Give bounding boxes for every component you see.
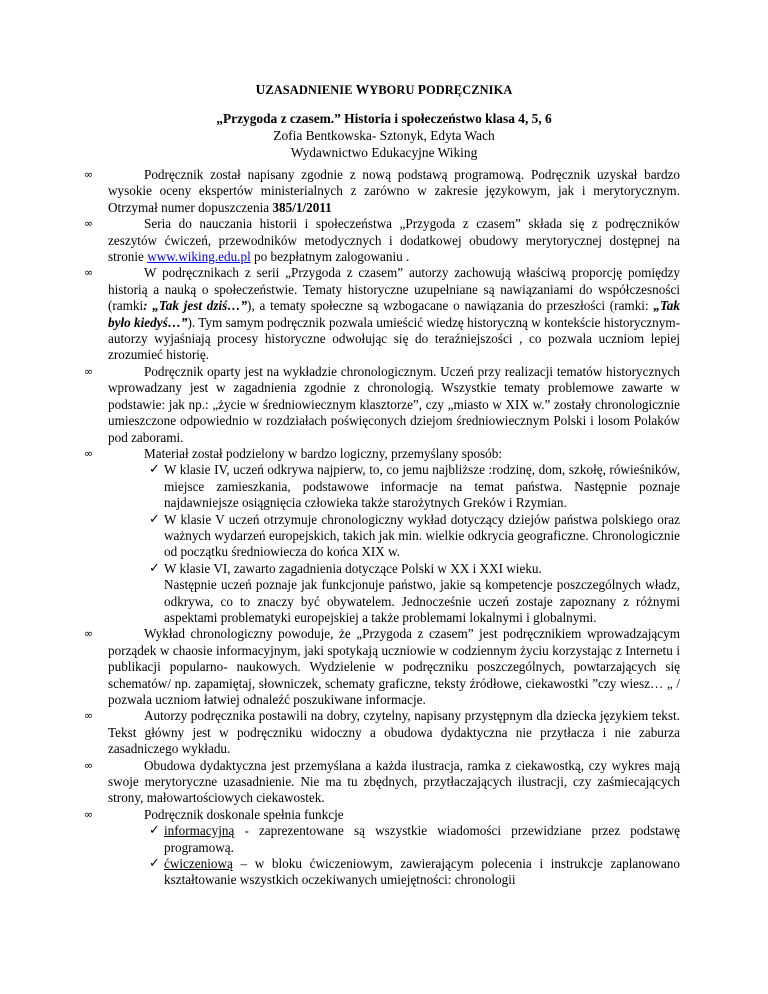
publisher-website-link[interactable]: www.wiking.edu.pl bbox=[147, 249, 251, 265]
function-description: - zaprezentowane są wszystkie wiadomości przewidziane przez podstawę programową. bbox=[164, 823, 680, 855]
document-title-text: UZASADNIENIE WYBORU PODRĘCZNIKA bbox=[255, 82, 513, 97]
list-item bbox=[84, 265, 680, 363]
item-text: Obudowa dydaktyczna jest przemyślana a każda ilustracja, ramka z ciekawostką, czy wykres mają swoje merytoryczne uzasadnienie. Nie ma tu zbędnych, przytłaczających ilustracji, czy zaśmiecających strony, małowartościowych ciekawostek. bbox=[108, 757, 680, 806]
item-text: po bezpłatnym zalogowaniu . bbox=[250, 249, 410, 265]
function-label: informacyjną bbox=[164, 823, 235, 839]
list-item bbox=[84, 757, 680, 807]
infinity-bullet-icon: ∞ bbox=[84, 217, 94, 231]
infinity-bullet-icon: ∞ bbox=[84, 627, 94, 641]
list-item bbox=[84, 363, 680, 446]
sub-item-text: W klasie V uczeń otrzymuje chronologiczny wykład dotyczący dziejów państwa polskiego oraz ważnych wydarzeń europejskich, takich jak min. wielkie odkrycia geograficzne. Chronologicznie od początku średniowiecza do końca XIX w. bbox=[164, 511, 680, 560]
sub-item-function-informational bbox=[149, 823, 680, 856]
sub-item-continuation: Następnie uczeń poznaje jak funkcjonuje państwo, jakie są kompetencje poszczególnych władz, odkrywa, co to znaczy być obywatelem. Jednocześnie uczeń zostaje zapoznany z różnymi aspektami problematyki europejskiej a także problemami lokalnymi i globalnymi. bbox=[164, 577, 680, 625]
book-title: „Przygoda z czasem.” Historia i społeczeństwo klasa 4, 5, 6 bbox=[216, 111, 552, 126]
item-text: ). Tym samym podręcznik pozwala umieścić wiedzę historyczną w kontekście historycznym-autorzy wyjaśniają procesy historyczne odwołując się do teraźniejszości , co pozwala uczniom lepiej zrozumieć historię. bbox=[108, 314, 680, 363]
book-header bbox=[0, 110, 768, 161]
infinity-bullet-icon: ∞ bbox=[84, 266, 94, 280]
item-text: Materiał został podzielony w bardzo logiczny, przemyślany sposób: bbox=[144, 445, 503, 461]
sub-item-text: W klasie IV, uczeń odkrywa najpierw, to, co jemu najbliższe :rodzinę, dom, szkołę, rówieśników, miejsce zamieszkania, podstawowe informacje na temat państwa. Następnie poznaje najdawniejsze osiągnięcia człowieka także starożytnych Greków i Rzymian. bbox=[164, 462, 680, 511]
approval-number: 385/1/2011 bbox=[272, 199, 332, 215]
list-item bbox=[84, 806, 680, 823]
checkmark-icon: ✓ bbox=[149, 511, 160, 527]
book-authors: Zofia Bentkowska- Sztonyk, Edyta Wach bbox=[273, 128, 495, 143]
sub-item-function-exercise bbox=[149, 856, 680, 889]
list-item bbox=[84, 445, 680, 462]
item-text: Podręcznik został napisany zgodnie z nową podstawą programową. Podręcznik uzyskał bardzo wysokie oceny ekspertów ministerialnych z zarówno w zakresie językowym, jak i merytorycznym. Otrzymał numer dopuszczenia bbox=[108, 167, 680, 215]
item-text: ), a tematy społeczne są wzbogacane o nawiązania do przeszłości (ramki: bbox=[247, 298, 654, 314]
book-publisher: Wydawnictwo Edukacyjne Wiking bbox=[290, 145, 478, 160]
document-body bbox=[84, 167, 680, 889]
sub-item-grade-6 bbox=[149, 560, 680, 627]
item-text: W podręcznikach z serii „Przygoda z czasem” autorzy zachowują właściwą proporcję pomiędzy historią a nauką o społeczeństwie. Tematy historyczne uzupełniane są nawiązaniami do współczesności (ramki bbox=[108, 265, 680, 314]
sub-item-grade-4 bbox=[149, 462, 680, 511]
item-text: Podręcznik oparty jest na wykładzie chronologicznym. Uczeń przy realizacji tematów historycznych wprowadzany jest w zagadnienia zgodnie z chronologią. Wszystkie tematy problemowe zawarte w podstawie: jak np.: „życie w średniowiecznym klasztorze”, czy „miasto w XIX w.” zostały chronologicznie umieszczone odpowiednio w rozdziałach poświęconych dziejom średniowiecznym Polski i losom Polaków pod zaborami. bbox=[108, 363, 680, 445]
list-item bbox=[84, 708, 680, 757]
list-item bbox=[84, 626, 680, 708]
list-item bbox=[84, 167, 680, 216]
item-text: Wykład chronologiczny powoduje, że „Przygoda z czasem” jest podręcznikiem wprowadzającym porządek w chaosie informacyjnym, jaki spotykają uczniowie w codziennym życiu korzystając z Internetu i publikacji popularno- naukowych. Wydzielenie w podręczniku poszczególnych, powtarzających się schematów/ np. zapamiętaj, słowniczek, schematy graficzne, teksty źródłowe, ciekawostki ”czy wiesz… „ / pozwala uczniom łatwiej odnaleźć poszukiwane informacje. bbox=[108, 626, 680, 707]
function-description: – w bloku ćwiczeniowym, zawierającym polecenia i instrukcje zaplanowano kształtowanie wszystkich oczekiwanych umiejętności: chronologii bbox=[164, 856, 680, 888]
checkmark-icon: ✓ bbox=[149, 823, 160, 839]
infinity-bullet-icon: ∞ bbox=[84, 168, 94, 181]
frame-name-today: : „Tak jest dziś…” bbox=[143, 298, 248, 314]
sub-item-grade-5 bbox=[149, 511, 680, 561]
infinity-bullet-icon: ∞ bbox=[84, 709, 94, 723]
checkmark-icon: ✓ bbox=[149, 856, 160, 872]
infinity-bullet-icon: ∞ bbox=[84, 446, 94, 460]
sub-item-text: W klasie VI, zawarto zagadnienia dotyczące Polski w XX i XXI wieku. bbox=[164, 560, 542, 576]
item-text: Autorzy podręcznika postawili na dobry, czytelny, napisany przystępnym dla dziecka językiem tekst. Tekst główny jest w podręczniku widoczny a obudowa dydaktyczna nie przytłacza i nie zaburza zasadniczego wykładu. bbox=[108, 708, 680, 757]
list-item bbox=[84, 216, 680, 265]
item-text: Seria do nauczania historii i społeczeństwa „Przygoda z czasem” składa się z podręczników zeszytów ćwiczeń, przewodników metodycznych i dodatkowej obudowy merytorycznej dostępnej na stronie bbox=[108, 216, 680, 265]
function-label: ćwiczeniową bbox=[164, 856, 233, 872]
infinity-bullet-icon: ∞ bbox=[84, 364, 94, 378]
document-title bbox=[0, 82, 768, 98]
checkmark-icon: ✓ bbox=[149, 462, 160, 478]
frame-name-past: „Tak było kiedyś…” bbox=[108, 298, 680, 330]
checkmark-icon: ✓ bbox=[149, 560, 160, 576]
item-text: Podręcznik doskonale spełnia funkcje bbox=[144, 806, 344, 822]
infinity-bullet-icon: ∞ bbox=[84, 807, 94, 821]
infinity-bullet-icon: ∞ bbox=[84, 758, 94, 772]
